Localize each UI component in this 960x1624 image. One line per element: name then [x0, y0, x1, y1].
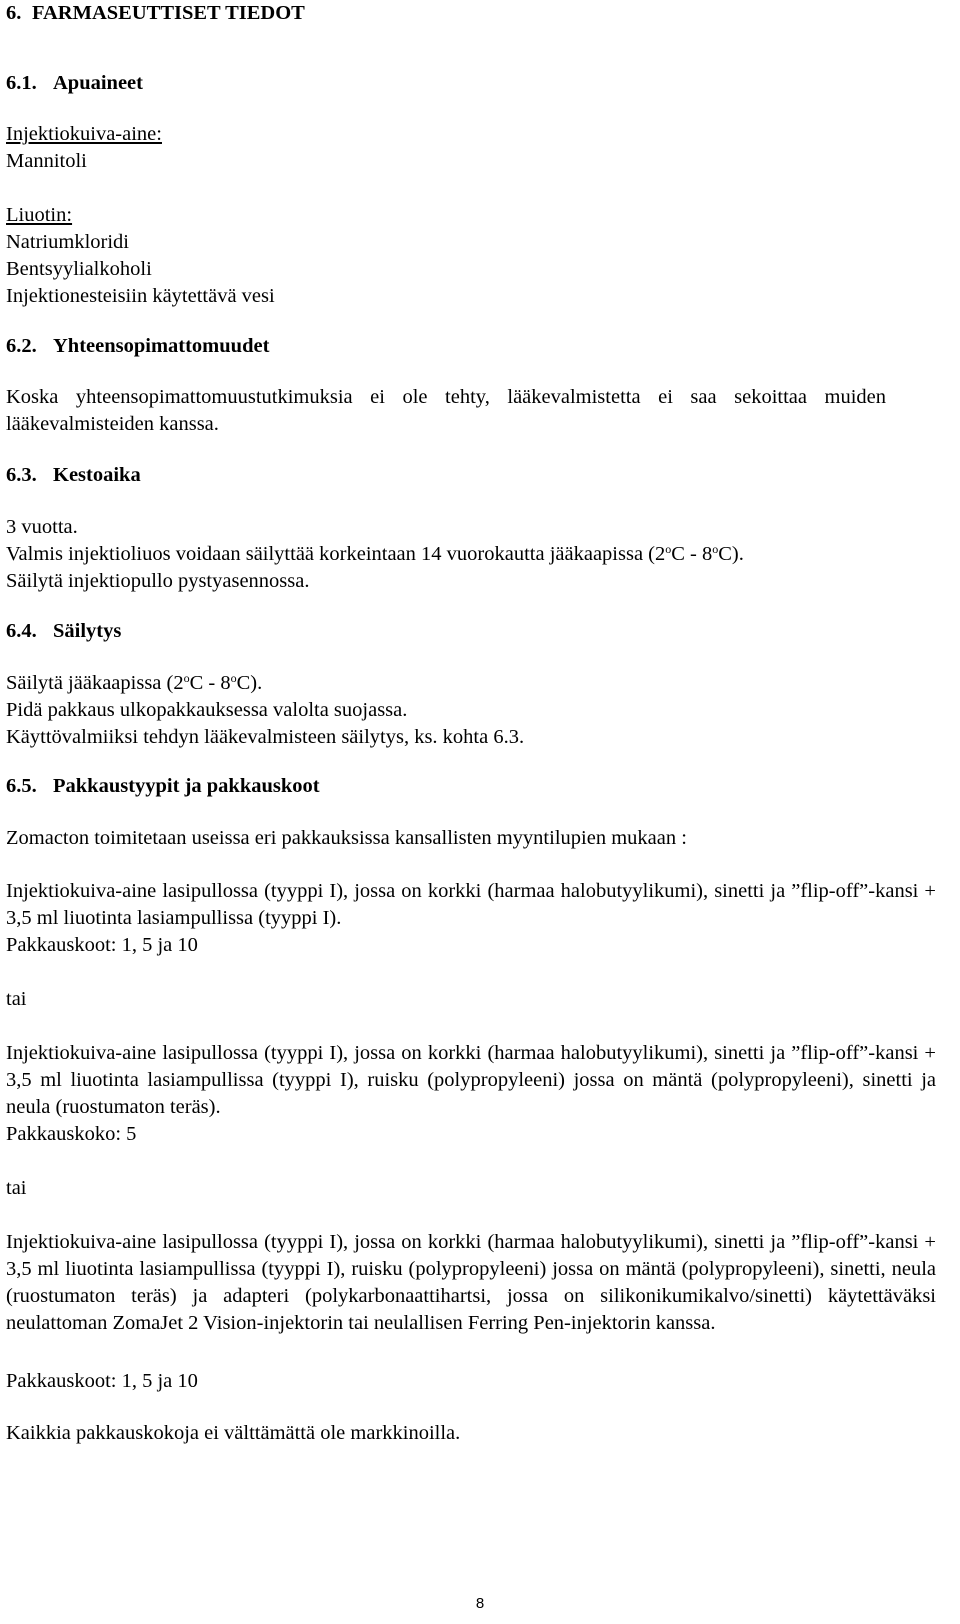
- page-number: 8: [475, 1595, 485, 1612]
- heading-6-3: [6, 462, 936, 489]
- section-number: 6.: [6, 2, 22, 24]
- heading-number: 6.1.: [6, 72, 37, 94]
- heading-number: 6.3.: [6, 464, 37, 486]
- storage-line: Säilytä jääkaapissa (2$^o$C - 8$^o$C).: [6, 671, 263, 694]
- solvent-label: Liuotin:: [6, 204, 73, 226]
- excipients-powder: [6, 121, 936, 175]
- heading-6-4: [6, 618, 936, 645]
- heading-6-1: [6, 70, 936, 97]
- solvent-item: Injektionesteisiin käytettävä vesi: [6, 285, 275, 307]
- powder-label: Injektiokuiva-aine:: [6, 123, 162, 145]
- shelf-life-text: [6, 514, 936, 595]
- storage-line: Käyttövalmiiksi tehdyn lääkevalmisteen säilytys, ks. kohta 6.3.: [6, 726, 525, 748]
- shelf-life-line: 3 vuotta.: [6, 516, 78, 538]
- heading-title: Säilytys: [53, 620, 122, 642]
- packaging-option-2: Injektiokuiva-aine lasipullossa (tyyppi I), jossa on korkki (harmaa halobutyylikumi), sinetti ja ”flip-off”-kansi + 3,5 ml liuotinta lasiampullissa (tyyppi I), ruisku (polypropyleeni) jossa on mäntä (polypropyleeni), sinetti ja neula (ruostumaton teräs).: [6, 1042, 936, 1118]
- storage-line: Pidä pakkaus ulkopakkauksessa valolta suojassa.: [6, 699, 408, 721]
- packaging-option-1: Injektiokuiva-aine lasipullossa (tyyppi I), jossa on korkki (harmaa halobutyylikumi), sinetti ja ”flip-off”-kansi + 3,5 ml liuotinta lasiampullissa (tyyppi I).: [6, 880, 936, 929]
- section-title: FARMASEUTTISET TIEDOT: [32, 2, 305, 24]
- pack-sizes-1: Pakkauskoot: 1, 5 ja 10: [6, 934, 198, 956]
- heading-title: Yhteensopimattomuudet: [53, 335, 270, 357]
- heading-number: 6.2.: [6, 335, 37, 357]
- pack-sizes-2: Pakkauskoko: 5: [6, 1123, 137, 1145]
- powder-item: Mannitoli: [6, 150, 87, 172]
- packaging-option-3: Injektiokuiva-aine lasipullossa (tyyppi I), jossa on korkki (harmaa halobutyylikumi), sinetti ja ”flip-off”-kansi + 3,5 ml liuotinta lasiampullissa (tyyppi I), ruisku (polypropyleeni) jossa on mäntä (polypropyleeni), sinetti, neula (ruostumaton teräs) ja adapteri (polykarbonaattihartsi, jossa on silikonikumikalvo/sinetti) käytettäväksi neulattoman ZomaJet 2 Vision-injektorin tai neulallisen Ferring Pen-injektorin kanssa.: [6, 1231, 936, 1334]
- section-6-heading: [6, 0, 305, 27]
- heading-number: 6.5.: [6, 775, 37, 797]
- or-separator: tai: [6, 988, 27, 1010]
- heading-6-5: [6, 773, 936, 800]
- or-separator: tai: [6, 1177, 27, 1199]
- excipients-solvent: [6, 202, 936, 310]
- heading-title: Pakkaustyypit ja pakkauskoot: [53, 775, 320, 797]
- heading-title: Kestoaika: [53, 464, 141, 486]
- heading-6-2: [6, 333, 936, 360]
- solvent-item: Bentsyylialkoholi: [6, 258, 152, 280]
- heading-title: Apuaineet: [53, 72, 143, 94]
- storage-text: [6, 670, 936, 751]
- packaging-intro: Zomacton toimitetaan useissa eri pakkauksissa kansallisten myyntilupien mukaan :: [6, 827, 687, 849]
- solvent-item: Natriumkloridi: [6, 231, 129, 253]
- pack-sizes-3: Pakkauskoot: 1, 5 ja 10: [6, 1370, 198, 1392]
- heading-number: 6.4.: [6, 620, 37, 642]
- incompatibilities-text: Koska yhteensopimattomuustutkimuksia ei ole tehty, lääkevalmistetta ei saa sekoittaa muiden lääkevalmisteiden kanssa.: [6, 386, 886, 435]
- shelf-life-line: Valmis injektioliuos voidaan säilyttää korkeintaan 14 vuorokautta jääkaapissa (2$^o$C - 8$^o$C).: [6, 542, 744, 565]
- shelf-life-line: Säilytä injektiopullo pystyasennossa.: [6, 570, 310, 592]
- market-note: Kaikkia pakkauskokoja ei välttämättä ole markkinoilla.: [6, 1422, 461, 1444]
